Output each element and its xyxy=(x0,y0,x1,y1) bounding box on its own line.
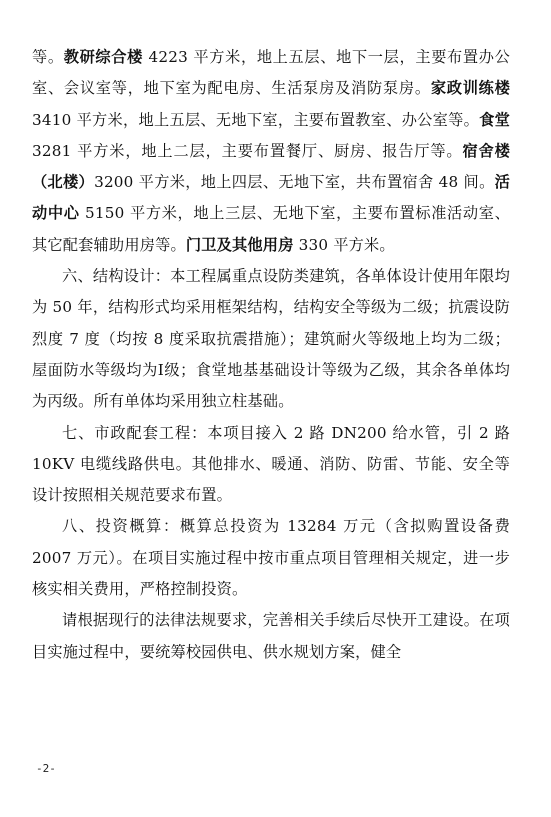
paragraph-municipal-works: 七、市政配套工程：本项目接入 2 路 DN200 给水管，引 2 路 10KV 电缆线路供电。其他排水、暖通、消防、防雷、节能、安全等设计按照相关规范要求布置。 xyxy=(32,423,510,505)
paragraph-closing: 请根据现行的法律法规要求，完善相关手续后尽快开工建设。在项目实施过程中，要统筹校园供电、供水规划方案，健全 xyxy=(32,611,510,661)
paragraph-investment-estimate: 八、投资概算：概算总投资为 13284 万元（含拟购置设备费 2007 万元）。在项目实施过程中按市重点项目管理相关规定，进一步核实相关费用，严格控制投资。 xyxy=(32,517,510,599)
building-name: 家政训练楼 xyxy=(430,79,511,98)
building-description: 等。 xyxy=(32,48,64,66)
page-number: -2- xyxy=(36,762,56,775)
building-description: 4223 平方米，地上五层、地下一层，主要布置办公室、会议室等，地下室为配电房、生活泵房及消防泵房。 xyxy=(32,48,511,98)
building-description: 3410 平方米，地上五层、无地下室，主要布置教室、办公室等。 xyxy=(32,110,480,129)
building-name: 宿舍楼（北楼） xyxy=(32,141,510,192)
building-name: 活动中心 xyxy=(32,173,510,223)
document-body xyxy=(32,42,510,668)
building-description: 330 平方米。 xyxy=(293,235,395,254)
building-description: 3200 平方米，地上四层、无地下室，共布置宿舍 48 间。 xyxy=(94,173,495,192)
building-description: 3281 平方米，地上二层，主要布置餐厅、厨房、报告厅等。 xyxy=(32,141,463,160)
paragraph-building-list xyxy=(32,42,510,261)
building-name: 教研综合楼 xyxy=(63,48,143,66)
building-description: 5150 平方米，地上三层、无地下室，主要布置标准活动室、其它配套辅助用房等。 xyxy=(32,204,510,254)
building-name: 门卫及其他用房 xyxy=(185,235,294,254)
building-name: 食堂 xyxy=(479,110,510,129)
paragraph-structure-design: 六、结构设计：本工程属重点设防类建筑，各单体设计使用年限均为 50 年，结构形式均采用框架结构，结构安全等级为二级；抗震设防烈度 7 度（均按 8 度采取抗震措施）；建筑耐火等级地上均为二级；屋面防水等级均为I级；食堂地基基础设计等级为乙级，其余各单体均为丙级。所有单体均采用独立柱基础。 xyxy=(32,267,510,411)
